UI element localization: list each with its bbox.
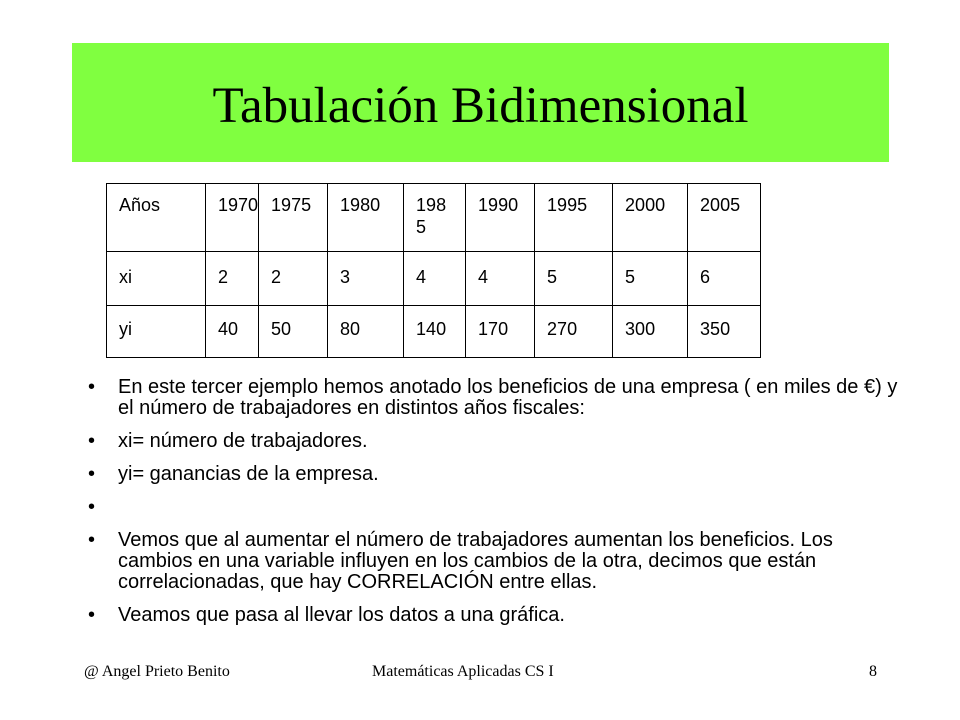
table-cell: 2 [206, 252, 259, 306]
bullet-list [88, 377, 898, 638]
table-cell: 140 [404, 306, 466, 358]
table-cell: yi [107, 306, 206, 358]
slide-title: Tabulación Bidimensional [212, 78, 749, 134]
list-item [88, 497, 898, 518]
table-row-years [107, 184, 761, 252]
table-cell: 1975 [259, 184, 328, 252]
bullet-dot: • [88, 463, 96, 485]
table-cell: 300 [613, 306, 688, 358]
bullet-text: Vemos que al aumentar el número de trabajadores aumentan los beneficios. Los cambios en una variable influyen en los cambios de la otra, decimos que están correlacionadas, que hay CORRELACIÓN entre ellas. [118, 529, 833, 593]
table-cell: 40 [206, 306, 259, 358]
table-cell: 170 [466, 306, 535, 358]
table-cell: 4 [404, 252, 466, 306]
table-row-yi [107, 306, 761, 358]
bullet-text: xi= número de trabajadores. [118, 430, 368, 452]
table-cell: 1995 [535, 184, 613, 252]
table-cell: 1970 [206, 184, 259, 252]
table-cell: 1980 [328, 184, 404, 252]
bullet-text: Veamos que pasa al llevar los datos a una gráfica. [118, 604, 565, 626]
table-cell: 3 [328, 252, 404, 306]
table-cell: 6 [688, 252, 761, 306]
table-cell-text: 1985 [416, 195, 447, 237]
table-cell: 2 [259, 252, 328, 306]
table-cell: 2000 [613, 184, 688, 252]
bullet-dot: • [88, 496, 96, 518]
page-number: 8 [869, 663, 877, 680]
table-row-xi [107, 252, 761, 306]
table-cell [404, 184, 466, 252]
list-item [88, 530, 898, 593]
footer-author: @ Angel Prieto Benito [84, 663, 230, 680]
bullet-dot: • [88, 529, 96, 551]
bullet-dot: • [88, 376, 96, 398]
table-cell: 2005 [688, 184, 761, 252]
table-cell: 4 [466, 252, 535, 306]
title-bar [72, 43, 889, 162]
table-cell: 80 [328, 306, 404, 358]
list-item [88, 431, 898, 452]
table-cell: Años [107, 184, 206, 252]
table-cell: 50 [259, 306, 328, 358]
list-item [88, 377, 898, 419]
list-item [88, 605, 898, 626]
bullet-dot: • [88, 604, 96, 626]
data-table [106, 183, 761, 358]
table-cell: xi [107, 252, 206, 306]
table-cell: 5 [613, 252, 688, 306]
bullet-dot: • [88, 430, 96, 452]
footer-course: Matemáticas Aplicadas CS I [372, 663, 554, 680]
bullet-text: yi= ganancias de la empresa. [118, 463, 379, 485]
table-cell: 350 [688, 306, 761, 358]
table-cell: 270 [535, 306, 613, 358]
bullet-text: En este tercer ejemplo hemos anotado los beneficios de una empresa ( en miles de €) y el número de trabajadores en distintos años fiscales: [118, 376, 898, 419]
table-cell: 5 [535, 252, 613, 306]
table-cell: 1990 [466, 184, 535, 252]
list-item [88, 464, 898, 485]
